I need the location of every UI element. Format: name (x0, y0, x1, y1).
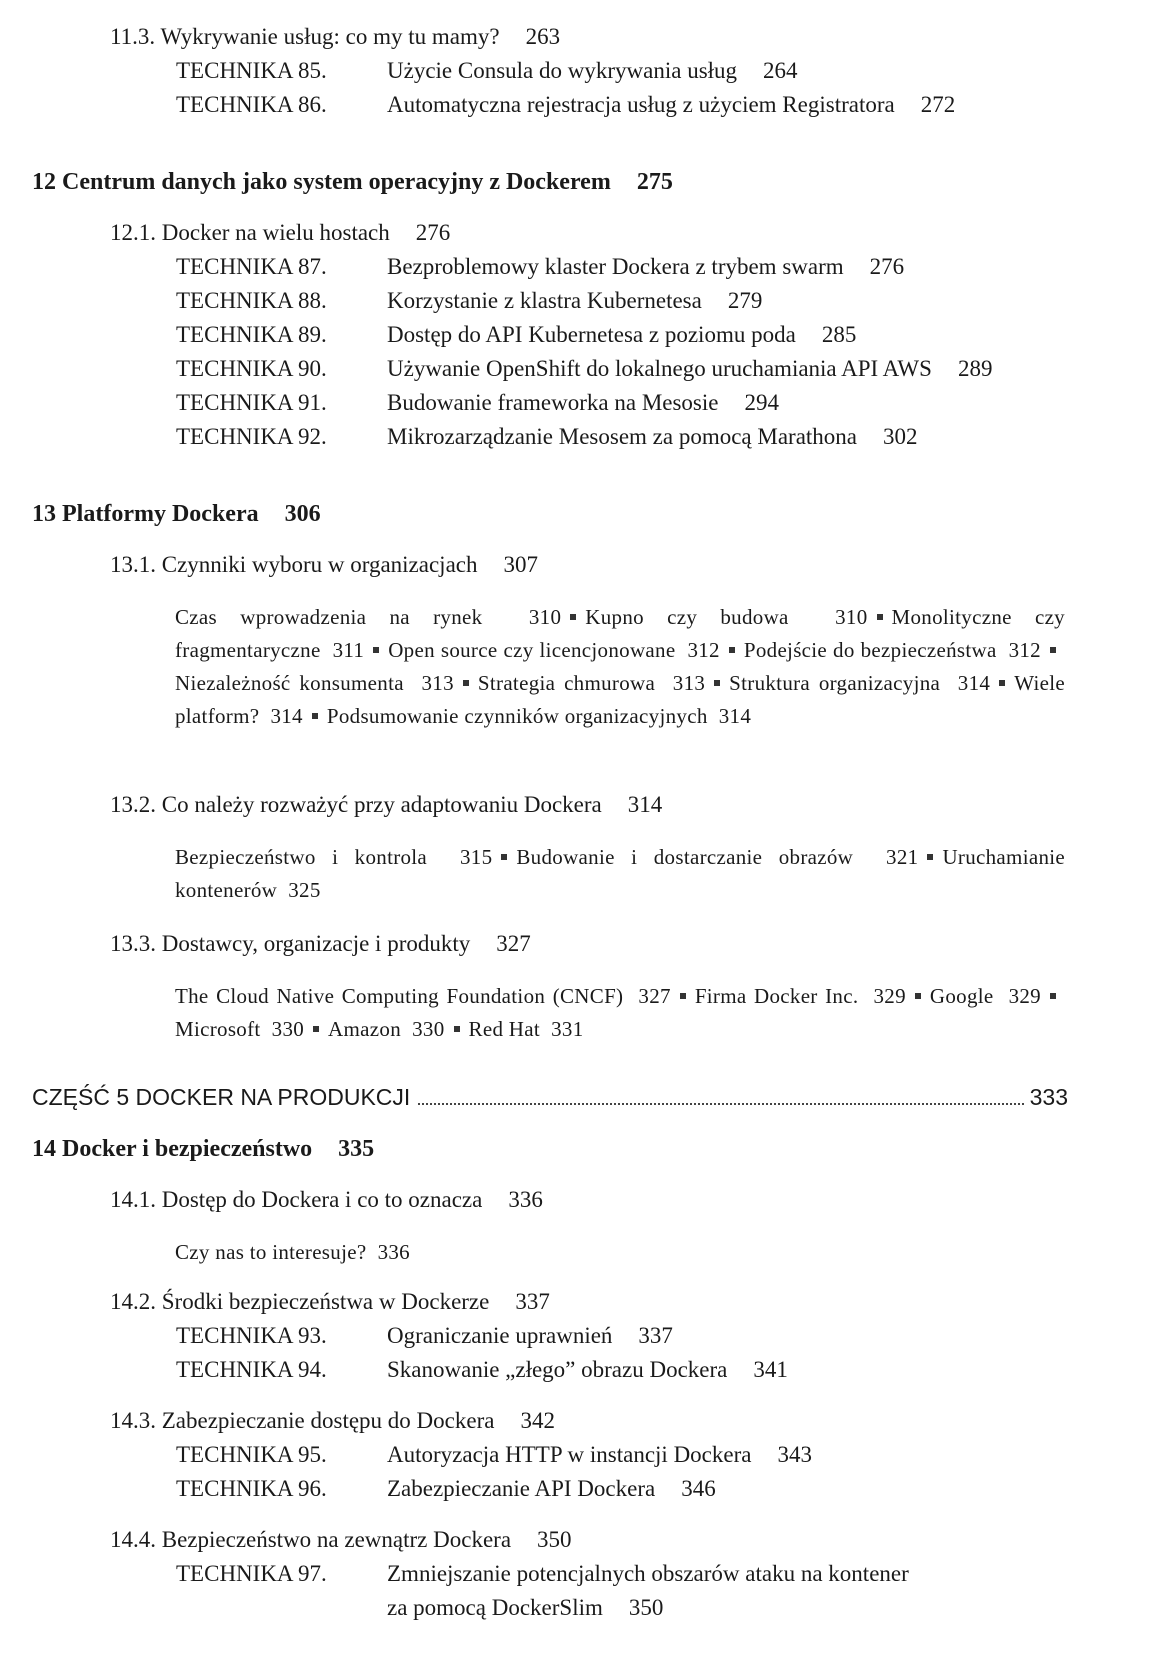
section-13-2-topics: Bezpieczeństwo i kontrola 315 Budowanie i dostarczanie obrazów 321 Uruchamianie kontenerów 325 (175, 845, 1065, 902)
bullet-separator-icon (877, 614, 883, 620)
bullet-separator-icon (915, 993, 921, 999)
technique-title: Używanie OpenShift do lokalnego uruchamiania API AWS 289 (387, 356, 993, 381)
technique-label: TECHNIKA 88. (176, 288, 327, 313)
section-title: 11.3. Wykrywanie usług: co my tu mamy? (110, 24, 500, 49)
chapter-title: 13 Platformy Dockera (32, 501, 259, 527)
page-number: 337 (638, 1323, 673, 1348)
section-title: 14.4. Bezpieczeństwo na zewnątrz Dockera (110, 1527, 512, 1552)
page-number: 341 (753, 1357, 788, 1382)
technique-title: Zabezpieczanie API Dockera 346 (387, 1476, 716, 1501)
page-number: 336 (508, 1187, 543, 1212)
page-number: 343 (777, 1442, 812, 1467)
part-title: CZĘŚĆ 5 DOCKER NA PRODUKCJI (32, 1084, 411, 1110)
page-number: 272 (920, 92, 956, 117)
technique-title: Zmniejszanie potencjalnych obszarów ataku na kontener (387, 1561, 909, 1586)
page-number: 333 (1029, 1084, 1068, 1110)
technique-label: TECHNIKA 93. (176, 1323, 327, 1348)
technique-label: TECHNIKA 92. (176, 424, 327, 449)
bullet-separator-icon (454, 1026, 460, 1032)
page-number: 263 (525, 24, 561, 49)
section-13-3 (110, 929, 531, 959)
chapter-title: 12 Centrum danych jako system operacyjny z Dockerem (32, 169, 611, 195)
bullet-separator-icon (680, 993, 686, 999)
section-title: 12.1. Docker na wielu hostach (110, 220, 390, 245)
page-number: 350 (628, 1595, 664, 1620)
page-number: 307 (503, 552, 538, 577)
technique-label: TECHNIKA 87. (176, 254, 327, 279)
bullet-separator-icon (1050, 647, 1056, 653)
page-number: 285 (821, 322, 857, 347)
section-13-1-topics: Czas wprowadzenia na rynek 310 Kupno czy budowa 310 Monolityczne czy fragmentaryczne 311 Open source czy licencjonowane 312 Podejście do bezpieczeństwa 312Niezależność konsumenta 313 Strategia chmurowa 313 Struktura organizacyjna 314 Wiele platform? 314 Podsumowanie czynników organizacyjnych 314 (175, 605, 1065, 728)
technique-title: Automatyczna rejestracja usług z użyciem Registratora 272 (387, 92, 956, 117)
bullet-separator-icon (729, 647, 735, 653)
page-number: 302 (883, 424, 918, 449)
bullet-separator-icon (999, 680, 1005, 686)
technique-title: Dostęp do API Kubernetesa z poziomu poda 285 (387, 322, 857, 347)
section-title: 13.3. Dostawcy, organizacje i produkty (110, 931, 471, 956)
page-number: 294 (744, 390, 779, 415)
page-number: 337 (515, 1289, 550, 1314)
page-number: 327 (496, 931, 531, 956)
page-number: 314 (627, 792, 663, 817)
technique-label: TECHNIKA 90. (176, 356, 327, 381)
page-number: 279 (727, 288, 763, 313)
bullet-separator-icon (501, 854, 507, 860)
technique-label: TECHNIKA 91. (176, 390, 327, 415)
technique-label: TECHNIKA 85. (176, 58, 327, 83)
bullet-separator-icon (570, 614, 576, 620)
section-12-1 (110, 218, 450, 248)
page-number: 276 (869, 254, 905, 279)
technique-title: Użycie Consula do wykrywania usług 264 (387, 58, 798, 83)
section-11-3 (110, 22, 560, 52)
bullet-separator-icon (312, 713, 318, 719)
dot-leader (418, 1103, 1023, 1105)
chapter-14 (32, 1134, 374, 1164)
section-13-2 (110, 790, 662, 820)
section-title: 13.2. Co należy rozważyć przy adaptowaniu Dockera (110, 792, 602, 817)
chapter-13 (32, 499, 321, 529)
section-14-1 (110, 1185, 543, 1215)
section-13-3-topics: The Cloud Native Computing Foundation (CNCF) 327 Firma Docker Inc. 329 Google 329Microsoft 330 Amazon 330 Red Hat 331 (175, 980, 1065, 1046)
technique-label: TECHNIKA 96. (176, 1476, 327, 1501)
chapter-title: 14 Docker i bezpieczeństwo (32, 1136, 313, 1162)
section-title: 14.3. Zabezpieczanie dostępu do Dockera (110, 1408, 495, 1433)
page-number: 350 (537, 1527, 572, 1552)
bullet-separator-icon (1050, 993, 1056, 999)
page-number: 346 (681, 1476, 716, 1501)
technique-title: Autoryzacja HTTP w instancji Dockera 343 (387, 1442, 812, 1467)
technique-title: Ograniczanie uprawnień 337 (387, 1323, 673, 1348)
technique-title: Bezproblemowy klaster Dockera z trybem swarm 276 (387, 254, 905, 279)
chapter-12 (32, 167, 673, 197)
section-14-3 (110, 1406, 555, 1436)
page-number: 306 (284, 501, 321, 527)
section-14-1-topics: Czy nas to interesuje? 336 (175, 1240, 410, 1264)
technique-label: TECHNIKA 94. (176, 1357, 327, 1382)
technique-title: Skanowanie „złego” obrazu Dockera 341 (387, 1357, 788, 1382)
page-number: 264 (763, 58, 798, 83)
technique-label: TECHNIKA 86. (176, 92, 327, 117)
section-title: 14.1. Dostęp do Dockera i co to oznacza (110, 1187, 483, 1212)
bullet-separator-icon (313, 1026, 319, 1032)
bullet-separator-icon (463, 680, 469, 686)
section-13-1 (110, 550, 538, 580)
technique-label: TECHNIKA 97. (176, 1561, 327, 1586)
page-number: 289 (957, 356, 993, 381)
page-number: 275 (636, 169, 673, 195)
technique-title: Korzystanie z klastra Kubernetesa 279 (387, 288, 763, 313)
technique-label: TECHNIKA 89. (176, 322, 327, 347)
bullet-separator-icon (927, 854, 933, 860)
section-title: 14.2. Środki bezpieczeństwa w Dockerze (110, 1289, 490, 1314)
section-title: 13.1. Czynniki wyboru w organizacjach (110, 552, 478, 577)
page-number: 276 (415, 220, 451, 245)
section-14-2 (110, 1287, 550, 1317)
technique-label: TECHNIKA 95. (176, 1442, 327, 1467)
page-number: 342 (520, 1408, 555, 1433)
technique-title: Mikrozarządzanie Mesosem za pomocą Marathona 302 (387, 424, 918, 449)
bullet-separator-icon (373, 647, 379, 653)
part-5-heading (32, 1082, 1068, 1112)
section-14-4 (110, 1525, 572, 1555)
bullet-separator-icon (714, 680, 720, 686)
technique-title-continued: za pomocą DockerSlim 350 (387, 1595, 664, 1620)
technique-title: Budowanie frameworka na Mesosie 294 (387, 390, 779, 415)
page-number: 335 (338, 1136, 375, 1162)
